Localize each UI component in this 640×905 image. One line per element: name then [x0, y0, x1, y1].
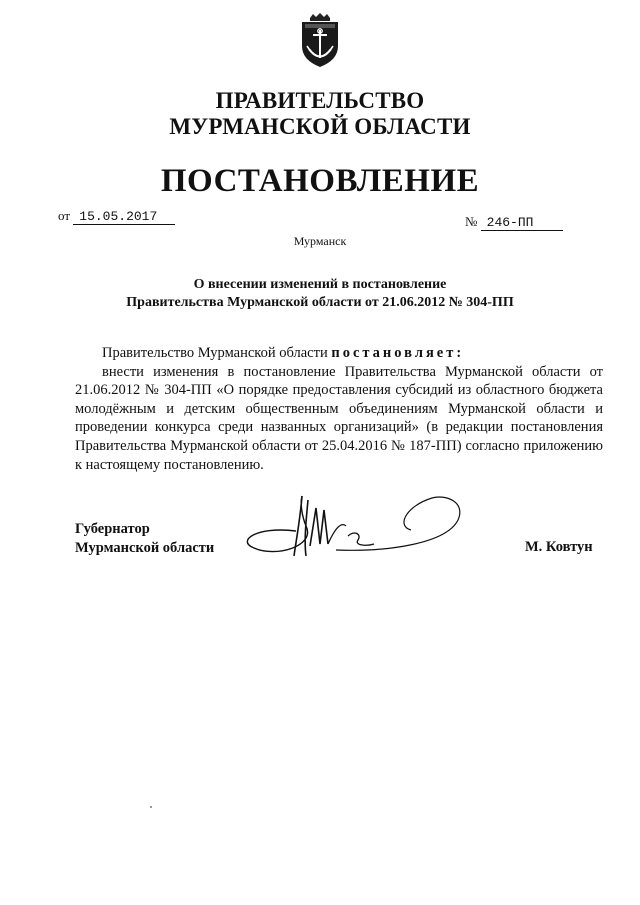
signatory-title-line1: Губернатор [75, 521, 150, 537]
city-name: Мурманск [293, 234, 347, 248]
date-value: 15.05.2017 [73, 209, 175, 225]
handwritten-signature [236, 486, 466, 566]
org-name-line1: ПРАВИТЕЛЬСТВО [215, 88, 425, 113]
document-type: ПОСТАНОВЛЕНИЕ [160, 163, 480, 199]
decree-word: постановляет: [331, 345, 465, 361]
number-field [465, 214, 563, 231]
subject-line2: Правительства Мурманской области от 21.06.2012 № 304-ПП [126, 295, 514, 310]
document-body [75, 344, 603, 474]
intro-paragraph [75, 344, 603, 363]
date-field [58, 208, 175, 225]
signatory-title-line2: Мурманской области [75, 540, 215, 556]
number-prefix: № [465, 214, 478, 229]
coat-of-arms-icon [298, 12, 342, 68]
signatory-title [75, 520, 214, 558]
number-value: 246-ПП [481, 215, 564, 231]
intro-text: Правительство Мурманской области [102, 345, 332, 361]
decree-paragraph: внести изменения в постановление Правительства Мурманской области от 21.06.2012 № 304-ПП «О порядке предоставления субсидий из областного бюджета молодёжным и детским общественным объединениям Мурманской области и проведении конкурса среди названных организаций» (в редакции постановления Правительства Мурманской области от 25.04.2016 № 187-ПП) согласно приложению к настоящему постановлению. [75, 363, 603, 473]
org-name-line2: МУРМАНСКОЙ ОБЛАСТИ [169, 114, 471, 139]
subject-line1: О внесении изменений в постановление [193, 277, 447, 292]
document-subject [0, 276, 640, 312]
date-prefix: от [58, 208, 71, 223]
scan-speck [150, 806, 152, 808]
signatory-name: М. Ковтун [525, 539, 593, 555]
